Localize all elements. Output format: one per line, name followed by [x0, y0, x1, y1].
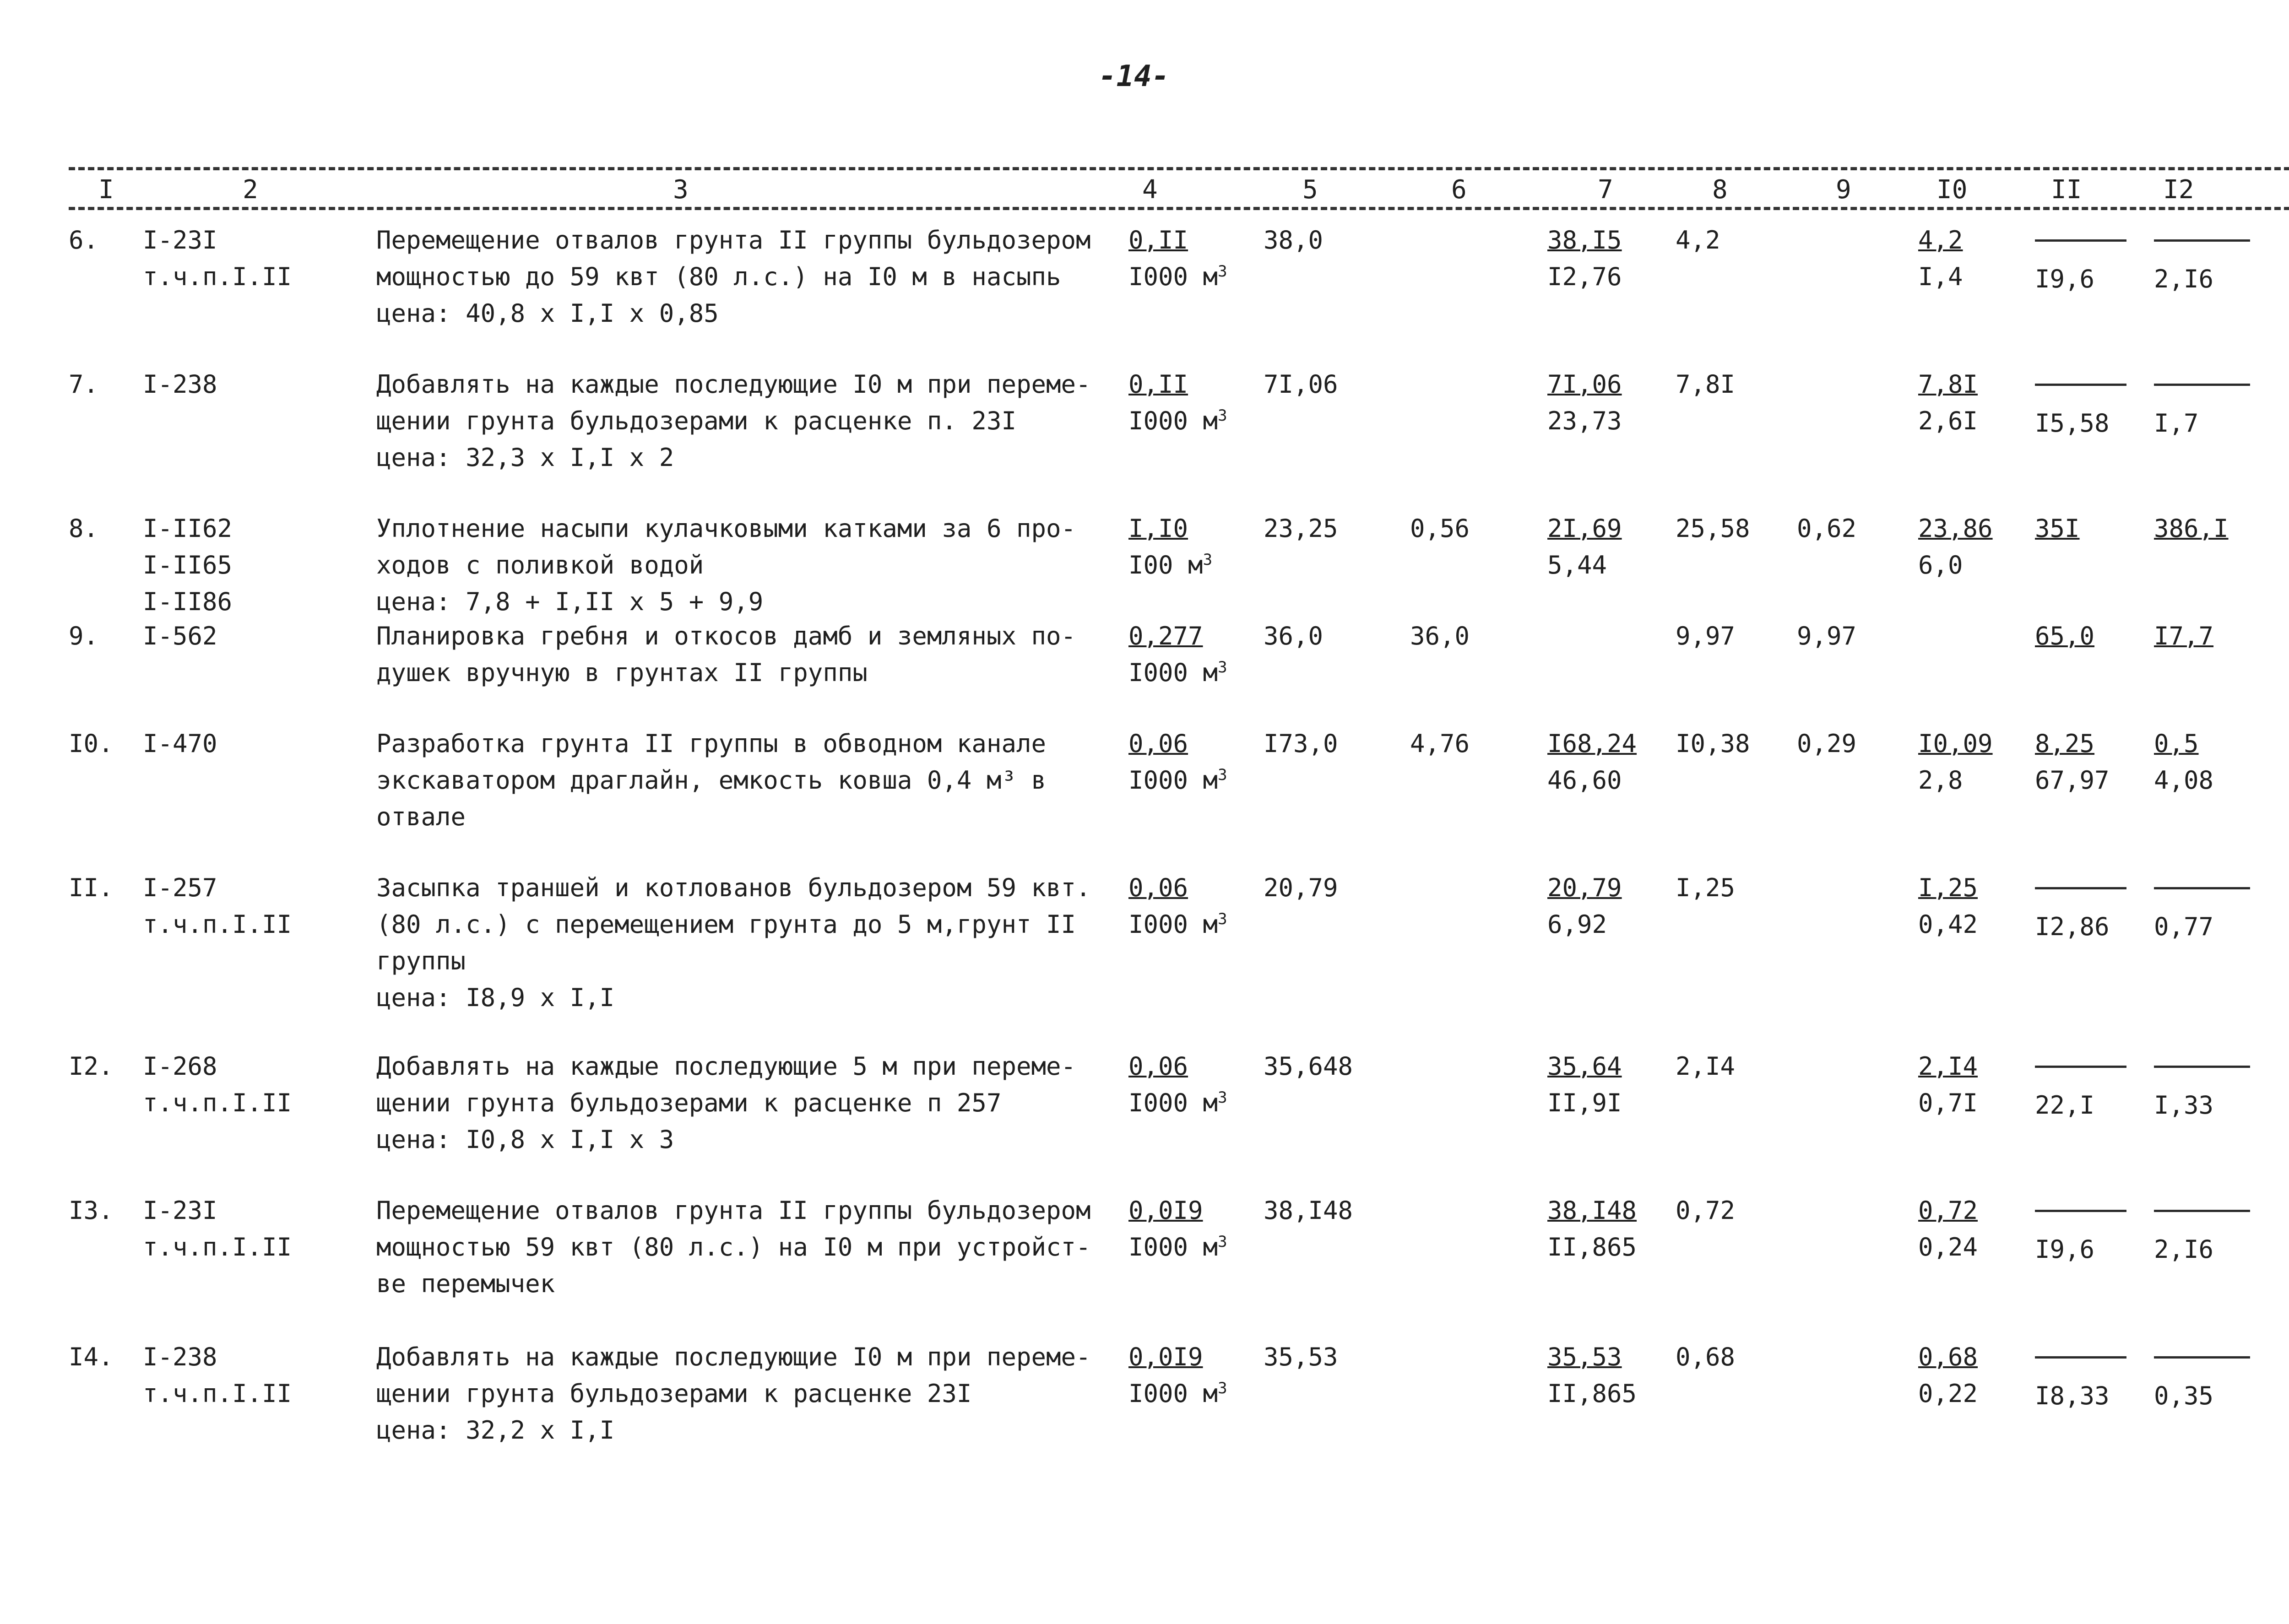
description-line: Добавлять на каждые последующие I0 м при переме-: [376, 370, 1091, 399]
rate-code-line: I-562: [143, 622, 217, 650]
col12-values: [2154, 510, 2229, 547]
description-line: группы: [376, 947, 466, 975]
rate-code-line: т.ч.п.I.II: [143, 1088, 292, 1117]
rate-code-line: I-23I: [143, 1196, 217, 1225]
description-line: Планировка гребня и откосов дамб и земляных по-: [376, 622, 1076, 650]
col-header-6: 6: [1451, 175, 1467, 205]
col11-values: [2035, 1339, 2126, 1414]
col12-values: [2154, 222, 2250, 298]
unit-exponent: 3: [1218, 766, 1227, 784]
description-line: ходов с поливкой водой: [376, 551, 704, 579]
rate-code-line: I-23I: [143, 226, 217, 254]
col11-values: [2035, 222, 2126, 298]
col10-top: I,25: [1918, 873, 1978, 902]
quantity: [1128, 510, 1212, 584]
work-description: [376, 870, 1109, 1016]
col5-value: 7I,06: [1264, 370, 1338, 399]
description-line: душек вручную в грунтах II группы: [376, 658, 868, 687]
unit-exponent: 3: [1218, 1088, 1227, 1107]
description-line: цена: I8,9 x I,I: [376, 983, 615, 1012]
rate-code-line: I-470: [143, 729, 217, 758]
rate-code: [143, 1048, 292, 1121]
col6-value: 36,0: [1410, 622, 1470, 650]
col7-bottom: 23,73: [1547, 406, 1622, 435]
col7-bottom: 6,92: [1547, 910, 1607, 939]
col5-value: 38,I48: [1264, 1196, 1353, 1225]
quantity-value: 0,0I9: [1128, 1343, 1203, 1371]
col7-bottom: 5,44: [1547, 551, 1607, 579]
description-line: щении грунта бульдозерами к расценке 23I: [376, 1379, 972, 1408]
col11-bottom: I9,6: [2035, 265, 2095, 293]
col-header-11: II: [2051, 175, 2082, 205]
quantity-unit: I000 $м^3$: [1128, 910, 1227, 939]
col12-top-dash: [2154, 1066, 2250, 1087]
description-line: Разработка грунта II группы в обводном канале: [376, 729, 1046, 758]
col10-top: 23,86: [1918, 514, 1993, 543]
col12-values: [2154, 1048, 2250, 1124]
quantity-value: 0,II: [1128, 370, 1188, 399]
header-rule-bottom: [69, 207, 2289, 210]
col12-bottom: 2,I6: [2154, 1235, 2214, 1264]
work-description: [376, 1048, 1109, 1158]
col10-bottom: 0,42: [1918, 910, 1978, 939]
row-number: 6.: [69, 226, 99, 254]
col7-top: 35,53: [1547, 1343, 1622, 1371]
description-line: цена: 7,8 + I,II x 5 + 9,9: [376, 587, 764, 616]
rate-code-line: I-238: [143, 370, 217, 399]
col7-bottom: II,865: [1547, 1379, 1637, 1408]
description-line: отвале: [376, 802, 466, 831]
col10-values: [1918, 366, 1978, 439]
col7-bottom: II,865: [1547, 1233, 1637, 1261]
col7-values: [1547, 725, 1637, 799]
row-number: I4.: [69, 1343, 114, 1371]
col8-value: I0,38: [1676, 729, 1750, 758]
col8-value: 2,I4: [1676, 1052, 1736, 1081]
quantity-value: I,I0: [1128, 514, 1188, 543]
col10-top: 2,I4: [1918, 1052, 1978, 1081]
col7-top: 2I,69: [1547, 514, 1622, 543]
work-description: [376, 510, 1109, 620]
quantity-unit: I000 $м^3$: [1128, 262, 1227, 291]
quantity: [1128, 1339, 1227, 1412]
col12-top: I7,7: [2154, 622, 2214, 650]
col11-top: 8,25: [2035, 729, 2095, 758]
quantity-value: 0,06: [1128, 1052, 1188, 1081]
col10-top: I0,09: [1918, 729, 1993, 758]
col9-value: 0,62: [1797, 514, 1857, 543]
col-header-3: 3: [673, 175, 689, 205]
col11-bottom: I5,58: [2035, 409, 2110, 438]
rate-code-line: I-257: [143, 873, 217, 902]
col11-top: 65,0: [2035, 622, 2095, 650]
col-header-5: 5: [1302, 175, 1318, 205]
col10-top: 4,2: [1918, 226, 1963, 254]
description-line: экскаватором драглайн, емкость ковша 0,4 м³ в: [376, 766, 1046, 795]
col8-value: 0,68: [1676, 1343, 1736, 1371]
col12-bottom: 0,77: [2154, 912, 2214, 941]
quantity: [1128, 366, 1227, 439]
col-header-4: 4: [1142, 175, 1158, 205]
col5-value: I73,0: [1264, 729, 1338, 758]
col12-values: [2154, 1192, 2250, 1268]
col5-value: 35,648: [1264, 1052, 1353, 1081]
rate-code: [143, 366, 217, 403]
description-line: щении грунта бульдозерами к расценке п 257: [376, 1088, 1002, 1117]
col7-bottom: II,9I: [1547, 1088, 1622, 1117]
col11-top-dash: [2035, 384, 2126, 405]
work-description: [376, 618, 1109, 691]
description-line: Уплотнение насыпи кулачковыми катками за 6 про-: [376, 514, 1076, 543]
row-number: II.: [69, 873, 114, 902]
work-description: [376, 366, 1109, 476]
col8-value: 25,58: [1676, 514, 1750, 543]
col12-bottom: 4,08: [2154, 766, 2214, 795]
quantity-unit: I000 $м^3$: [1128, 1088, 1227, 1117]
col5-value: 38,0: [1264, 226, 1323, 254]
col5-value: 36,0: [1264, 622, 1323, 650]
col12-top-dash: [2154, 1356, 2250, 1378]
description-line: ве перемычек: [376, 1269, 555, 1298]
unit-exponent: 3: [1218, 406, 1227, 425]
col7-values: [1547, 870, 1622, 943]
quantity-value: 0,II: [1128, 226, 1188, 254]
col11-top: 35I: [2035, 514, 2080, 543]
col12-bottom: 0,35: [2154, 1381, 2214, 1410]
rate-code-line: I-II62: [143, 514, 233, 543]
quantity-value: 0,0I9: [1128, 1196, 1203, 1225]
col11-values: [2035, 618, 2094, 655]
row-number: 8.: [69, 514, 99, 543]
work-description: [376, 222, 1109, 332]
rate-code-line: I-268: [143, 1052, 217, 1081]
col11-values: [2035, 870, 2126, 945]
description-line: Перемещение отвалов грунта II группы бульдозером: [376, 226, 1091, 254]
col10-top: 0,68: [1918, 1343, 1978, 1371]
col7-bottom: 46,60: [1547, 766, 1622, 795]
col12-top-dash: [2154, 384, 2250, 405]
col10-values: [1918, 870, 1978, 943]
col7-values: [1547, 1048, 1622, 1121]
quantity: [1128, 1192, 1227, 1266]
quantity-unit: I00 $м^3$: [1128, 551, 1213, 579]
description-line: Засыпка траншей и котлованов бульдозером 59 квт.: [376, 873, 1091, 902]
description-line: Добавлять на каждые последующие I0 м при переме-: [376, 1343, 1091, 1371]
col10-values: [1918, 510, 1993, 584]
col10-bottom: 0,7I: [1918, 1088, 1978, 1117]
col10-values: [1918, 725, 1993, 799]
description-line: Добавлять на каждые последующие 5 м при переме-: [376, 1052, 1076, 1081]
col-header-8: 8: [1712, 175, 1728, 205]
col8-value: 9,97: [1676, 622, 1736, 650]
unit-exponent: 3: [1218, 910, 1227, 928]
col-header-1: I: [98, 175, 114, 205]
unit-exponent: 3: [1218, 658, 1227, 677]
col7-top: I68,24: [1547, 729, 1637, 758]
col11-values: [2035, 366, 2126, 442]
quantity-unit: I000 $м^3$: [1128, 1233, 1227, 1261]
col12-top: 0,5: [2154, 729, 2199, 758]
col8-value: 0,72: [1676, 1196, 1736, 1225]
description-line: (80 л.с.) с перемещением грунта до 5 м,грунт II: [376, 910, 1076, 939]
col7-values: [1547, 1339, 1637, 1412]
description-line: щении грунта бульдозерами к расценке п. 23I: [376, 406, 1016, 435]
rate-code-line: I-238: [143, 1343, 217, 1371]
rate-code: [143, 222, 292, 295]
quantity: [1128, 222, 1227, 295]
col10-top: 7,8I: [1918, 370, 1978, 399]
rate-code: [143, 870, 292, 943]
rate-code-line: т.ч.п.I.II: [143, 262, 292, 291]
col12-values: [2154, 366, 2250, 442]
col7-top: 35,64: [1547, 1052, 1622, 1081]
col11-bottom: I2,86: [2035, 912, 2110, 941]
col11-top-dash: [2035, 239, 2126, 261]
row-number: I3.: [69, 1196, 114, 1225]
col-header-9: 9: [1836, 175, 1851, 205]
rate-code: [143, 1339, 292, 1412]
col7-bottom: I2,76: [1547, 262, 1622, 291]
col12-top-dash: [2154, 1210, 2250, 1231]
col7-values: [1547, 222, 1622, 295]
col5-value: 23,25: [1264, 514, 1338, 543]
unit-exponent: 3: [1218, 1379, 1227, 1397]
col11-bottom: 67,97: [2035, 766, 2110, 795]
col12-top-dash: [2154, 239, 2250, 261]
col12-bottom: I,7: [2154, 409, 2199, 438]
col11-top-dash: [2035, 1210, 2126, 1231]
col10-values: [1918, 1192, 1978, 1266]
col11-values: [2035, 1048, 2126, 1124]
col8-value: I,25: [1676, 873, 1736, 902]
col10-bottom: 2,6I: [1918, 406, 1978, 435]
col6-value: 0,56: [1410, 514, 1470, 543]
col12-bottom: 2,I6: [2154, 265, 2214, 293]
rate-code: [143, 510, 232, 620]
description-line: цена: I0,8 x I,I x 3: [376, 1125, 674, 1154]
col7-top: 7I,06: [1547, 370, 1622, 399]
rate-code-line: I-II86: [143, 587, 233, 616]
col12-values: [2154, 618, 2213, 655]
row-number: 7.: [69, 370, 99, 399]
quantity: [1128, 618, 1227, 691]
col5-value: 35,53: [1264, 1343, 1338, 1371]
header-rule-top: [69, 167, 2289, 170]
unit-exponent: 3: [1203, 551, 1213, 569]
col5-value: 20,79: [1264, 873, 1338, 902]
quantity-value: 0,277: [1128, 622, 1203, 650]
col11-values: [2035, 725, 2110, 799]
row-number: 9.: [69, 622, 99, 650]
col11-top-dash: [2035, 1066, 2126, 1087]
quantity: [1128, 870, 1227, 943]
col7-values: [1547, 510, 1622, 584]
description-line: цена: 40,8 x I,I x 0,85: [376, 299, 719, 328]
col11-top-dash: [2035, 887, 2126, 909]
col-header-12: I2: [2163, 175, 2194, 205]
col7-top: 38,I48: [1547, 1196, 1637, 1225]
quantity-unit: I000 $м^3$: [1128, 1379, 1227, 1408]
quantity: [1128, 725, 1227, 799]
col-header-10: I0: [1936, 175, 1968, 205]
col10-bottom: 0,24: [1918, 1233, 1978, 1261]
col11-values: [2035, 510, 2080, 547]
col9-value: 0,29: [1797, 729, 1857, 758]
col10-bottom: 6,0: [1918, 551, 1963, 579]
col-header-7: 7: [1598, 175, 1613, 205]
col10-bottom: 2,8: [1918, 766, 1963, 795]
col12-values: [2154, 1339, 2250, 1414]
col10-values: [1918, 1048, 1978, 1121]
rate-code-line: т.ч.п.I.II: [143, 910, 292, 939]
description-line: цена: 32,3 x I,I x 2: [376, 443, 674, 472]
work-description: [376, 725, 1109, 835]
col10-bottom: 0,22: [1918, 1379, 1978, 1408]
col7-top: 20,79: [1547, 873, 1622, 902]
col-header-2: 2: [243, 175, 258, 205]
col11-bottom: I8,33: [2035, 1381, 2110, 1410]
col7-values: [1547, 1192, 1637, 1266]
col11-values: [2035, 1192, 2126, 1268]
col10-top: 0,72: [1918, 1196, 1978, 1225]
col10-values: [1918, 1339, 1978, 1412]
work-description: [376, 1339, 1109, 1449]
col8-value: 4,2: [1676, 226, 1720, 254]
description-line: Перемещение отвалов грунта II группы бульдозером: [376, 1196, 1091, 1225]
quantity-value: 0,06: [1128, 729, 1188, 758]
col12-bottom: I,33: [2154, 1091, 2214, 1120]
col11-top-dash: [2035, 1356, 2126, 1378]
page-number: -14-: [1099, 60, 1170, 93]
work-description: [376, 1192, 1109, 1302]
rate-code-line: I-II65: [143, 551, 233, 579]
rate-code-line: т.ч.п.I.II: [143, 1379, 292, 1408]
col10-bottom: I,4: [1918, 262, 1963, 291]
col12-values: [2154, 870, 2250, 945]
quantity: [1128, 1048, 1227, 1121]
col8-value: 7,8I: [1676, 370, 1736, 399]
col6-value: 4,76: [1410, 729, 1470, 758]
quantity-unit: I000 $м^3$: [1128, 766, 1227, 795]
description-line: мощностью до 59 квт (80 л.с.) на I0 м в насыпь: [376, 262, 1061, 291]
description-line: мощностью 59 квт (80 л.с.) на I0 м при устройст-: [376, 1233, 1091, 1261]
col7-values: [1547, 366, 1622, 439]
col12-top: 386,I: [2154, 514, 2229, 543]
unit-exponent: 3: [1218, 262, 1227, 281]
col10-values: [1918, 222, 1963, 295]
col11-bottom: I9,6: [2035, 1235, 2095, 1264]
rate-code: [143, 1192, 292, 1266]
quantity-value: 0,06: [1128, 873, 1188, 902]
description-line: цена: 32,2 x I,I: [376, 1416, 615, 1445]
col7-top: 38,I5: [1547, 226, 1622, 254]
unit-exponent: 3: [1218, 1233, 1227, 1251]
rate-code-line: т.ч.п.I.II: [143, 1233, 292, 1261]
col11-bottom: 22,I: [2035, 1091, 2095, 1120]
rate-code: [143, 725, 217, 762]
col12-top-dash: [2154, 887, 2250, 909]
row-number: I0.: [69, 729, 114, 758]
col9-value: 9,97: [1797, 622, 1857, 650]
rate-code: [143, 618, 217, 655]
row-number: I2.: [69, 1052, 114, 1081]
quantity-unit: I000 $м^3$: [1128, 406, 1227, 435]
quantity-unit: I000 $м^3$: [1128, 658, 1227, 687]
col12-values: [2154, 725, 2213, 799]
